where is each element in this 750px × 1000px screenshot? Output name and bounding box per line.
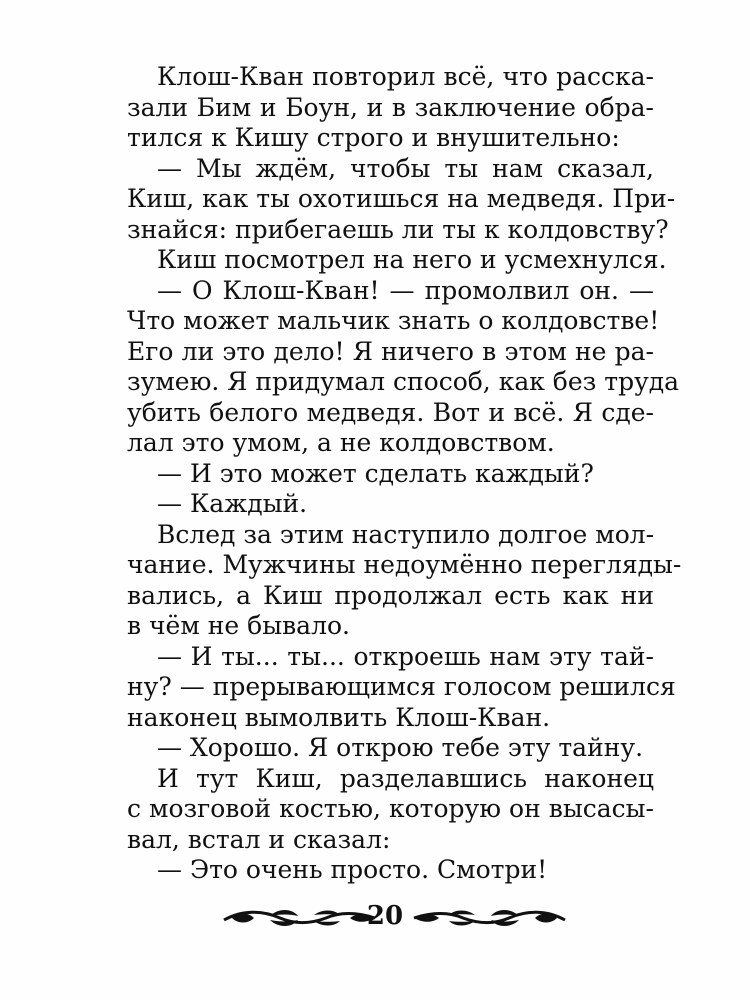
text-line: зумею. Я придумал способ, как без труда bbox=[127, 367, 680, 396]
text-line: — Мы ждём, чтобы ты нам сказал, bbox=[157, 153, 654, 183]
text-line: — Каждый. bbox=[157, 489, 308, 518]
text-line: зали Бим и Боун, и в заключение обра- bbox=[127, 92, 654, 122]
text-line: Киш посмотрел на него и усмехнулся. bbox=[157, 245, 667, 274]
text-line: Его ли это дело! Я ничего в этом не ра- bbox=[127, 336, 654, 366]
body-text bbox=[127, 62, 682, 886]
text-line: Киш, как ты охотишься на медведя. При- bbox=[127, 184, 676, 213]
left-flourish-icon bbox=[222, 906, 377, 930]
text-line: Клош-Кван повторил всё, что расска- bbox=[157, 62, 654, 91]
text-line: — Это очень просто. Смотри! bbox=[157, 855, 548, 884]
text-line: наконец вымолвить Клош-Кван. bbox=[127, 702, 551, 732]
text-line: — И ты... ты... откроешь нам эту тай- bbox=[157, 641, 654, 671]
text-line: ну? — прерывающимся голосом решился bbox=[127, 672, 676, 701]
text-line: убить белого медведя. Вот и всё. Я сде- bbox=[127, 397, 654, 427]
text-line: с мозговой костью, которую он высасы- bbox=[127, 794, 654, 823]
text-line: И тут Киш, разделавшись наконец bbox=[157, 763, 654, 793]
text-line: лал это умом, а не колдовством. bbox=[127, 428, 555, 457]
page-footer bbox=[0, 892, 750, 942]
right-flourish-icon bbox=[412, 906, 567, 930]
text-line: — О Клош-Кван! — промолвил он. — bbox=[157, 275, 654, 305]
text-line: Что может мальчик знать о колдовстве! bbox=[127, 306, 660, 335]
text-line: — И это может сделать каждый? bbox=[157, 458, 594, 488]
text-line: вались, а Киш продолжал есть как ни bbox=[127, 580, 654, 610]
text-line: вал, встал и сказал: bbox=[127, 824, 391, 854]
text-line: знайся: прибегаешь ли ты к колдовству? bbox=[127, 214, 669, 244]
text-line: чание. Мужчины недоумённо перегляды- bbox=[127, 550, 682, 579]
text-line: — Хорошо. Я открою тебе эту тайну. bbox=[157, 733, 644, 762]
text-line: в чём не бывало. bbox=[127, 611, 350, 640]
text-line: тился к Кишу строго и внушительно: bbox=[127, 123, 620, 152]
page-number: 20 bbox=[366, 901, 404, 931]
text-line: Вслед за этим наступило долгое мол- bbox=[157, 519, 655, 549]
